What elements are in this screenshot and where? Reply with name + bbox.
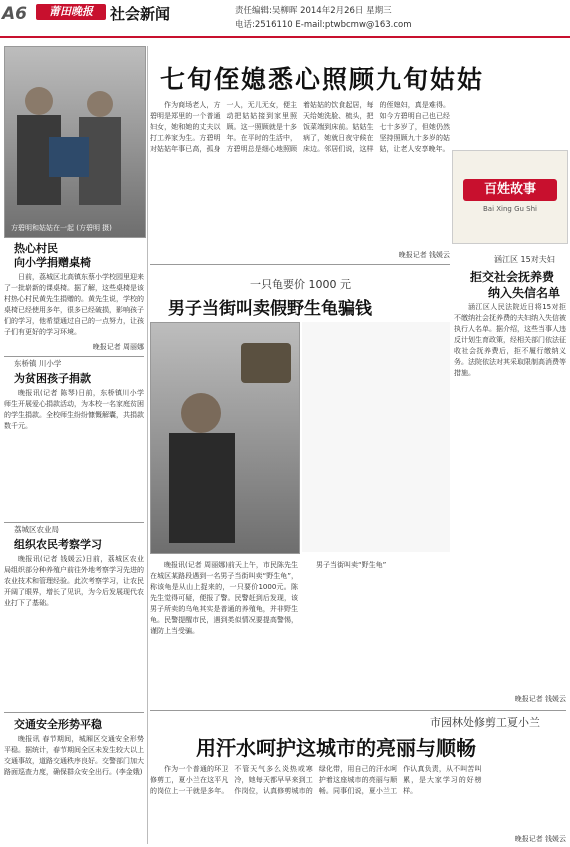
column-subtitle: Bai Xing Gu Shi xyxy=(482,205,538,213)
divider xyxy=(4,356,144,357)
news-photo xyxy=(150,322,300,554)
kicker: 荔城区农业局 xyxy=(14,525,59,534)
plaque xyxy=(49,137,89,177)
column-logo: 百姓故事 xyxy=(463,179,557,201)
kicker: 东桥镇 川小学 xyxy=(14,359,62,368)
article-body: 作为一个普通的环卫修剪工，夏小兰在这平凡的岗位上一干就是多年。不管天气多么炎热或寒冷，她每天都早早来到工作岗位，认真修剪城市的绿化带，用自己的汗水呵护着这座城市的亮丽与顺畅。同事们说，夏小兰工作认真负责，从不叫苦叫累，是大家学习的好榜样。 xyxy=(150,765,482,795)
photo-area xyxy=(302,322,450,552)
divider xyxy=(4,522,144,523)
editor-info: 责任编辑:吴柳晖 2014年2月26日 星期三 xyxy=(235,6,392,16)
headline-line1: 热心村民 xyxy=(14,242,58,255)
column-banner xyxy=(452,150,568,244)
news-photo xyxy=(4,46,146,238)
article-body: 晚报讯 春节期间，城厢区交通安全形势平稳。据统计，春节期间全区未发生较大以上交通事故，道路交通秩序良好。交警部门加大路面巡查力度，确保群众安全出行。(李金娥) xyxy=(4,735,144,776)
article-body-cont: 男子当街叫卖“野生龟” xyxy=(316,561,387,569)
article-body: 晚报讯(记者 周丽娜)前天上午，市民陈先生在城区某路段遇到一名男子当街叫卖“野生龟”，称该龟是从山上捉来的，一只要价1000元。陈先生觉得可疑，便报了警。民警赶到后发现，该男子所卖的乌龟其实是普通的养殖龟，并非野生龟。民警提醒市民，遇到类似情况要提高警惕，谨防上当受骗。 xyxy=(150,561,298,635)
main-headline: 七旬侄媳悉心照顾九旬姑姑 xyxy=(160,65,485,94)
article-body: 日前，荔城区北高镇东蔡小学校园里迎来了一批崭新的课桌椅。据了解，这些桌椅是该村热心村民黄先生捐赠的。黄先生说，学校的桌椅已经使用多年，很多已经破损，影响孩子们的学习，他希望通过自己的一点努力，让孩子们有更好的学习环境。 xyxy=(4,273,144,336)
byline: 晚报记者 周丽娜 xyxy=(92,343,144,351)
article-body: 晚报讯(记者 钱媛云)日前，荔城区农业局组织部分种养殖户前往外地考察学习先进的农业技术和管理经验。此次考察学习，让农民开阔了眼界，增长了见识，为今后发展现代农业打下了基础。 xyxy=(4,555,144,607)
kicker: 涵江区 15对夫妇 xyxy=(494,255,555,264)
divider xyxy=(150,710,566,711)
page-header xyxy=(0,0,570,44)
contact-info: 电话:2516110 E-mail:ptwbcmw@163.com xyxy=(235,20,412,30)
kicker: 市园林处修剪工夏小兰 xyxy=(430,716,540,729)
headline-line1: 拒交社会抚养费 xyxy=(470,270,555,284)
person-head xyxy=(181,393,221,433)
article-body: 涵江区人民法院近日将15对拒不缴纳社会抚养费的夫妇纳入失信被执行人名单。据介绍，这些当事人违反计划生育政策，经相关部门依法征收社会抚养费后，拒不履行缴纳义务。法院依法对其采取限制高消费等措施。 xyxy=(454,303,566,377)
headline-line2: 向小学捐赠桌椅 xyxy=(14,256,91,269)
divider xyxy=(4,712,144,713)
person-head xyxy=(25,87,53,115)
article-body: 作为商场老人，方碧明是郑里的一个普通妇女，她和她的丈夫以打工养家为生。方碧明对姑姑年事已高，孤身一人，无儿无女，便主动把姑姑接到家里照顾。这一照顾就是十多年。在平时的生活中，方碧明总是细心地照顾着姑姑的饮食起居，每天给她洗脸、梳头，把饭菜端到床前。姑姑生病了，她就日夜守候在床边。邻居们说，这样的侄媳妇，真是难得。如今方碧明自己也已经七十多岁了，但她仍然坚持照顾九十多岁的姑姑，让老人安享晚年。 xyxy=(150,101,450,153)
kicker: 一只龟要价 1000 元 xyxy=(250,278,351,291)
header-rule xyxy=(0,36,570,38)
byline: 晚报记者 钱媛云 xyxy=(514,695,566,703)
newspaper-logo: 莆田晚报 xyxy=(36,4,106,20)
person-body xyxy=(169,433,235,543)
headline: 男子当街叫卖假野生龟骗钱 xyxy=(168,299,372,319)
photo-caption: 方碧明和姑姑在一起 (方碧明 摄) xyxy=(11,224,112,232)
byline: 晚报记者 钱媛云 xyxy=(398,251,450,259)
headline: 用汗水呵护这城市的亮丽与顺畅 xyxy=(196,736,476,760)
byline: 晚报记者 钱媛云 xyxy=(514,835,566,843)
basket xyxy=(241,343,291,383)
headline: 组织农民考察学习 xyxy=(14,538,102,551)
divider xyxy=(150,264,450,265)
section-title: 社会新闻 xyxy=(110,5,171,23)
column-divider xyxy=(147,46,148,844)
page-number: A6 xyxy=(2,4,27,24)
person-head xyxy=(87,91,113,117)
headline-line2: 纳入失信名单 xyxy=(488,286,561,300)
article-body: 晚报讯(记者 陈琴)日前，东桥镇川小学师生开展爱心捐款活动，为本校一名家庭贫困的学生捐款。全校师生纷纷慷慨解囊，共捐款数千元。 xyxy=(4,389,144,430)
headline: 为贫困孩子捐款 xyxy=(14,372,91,385)
headline: 交通安全形势平稳 xyxy=(14,718,102,731)
